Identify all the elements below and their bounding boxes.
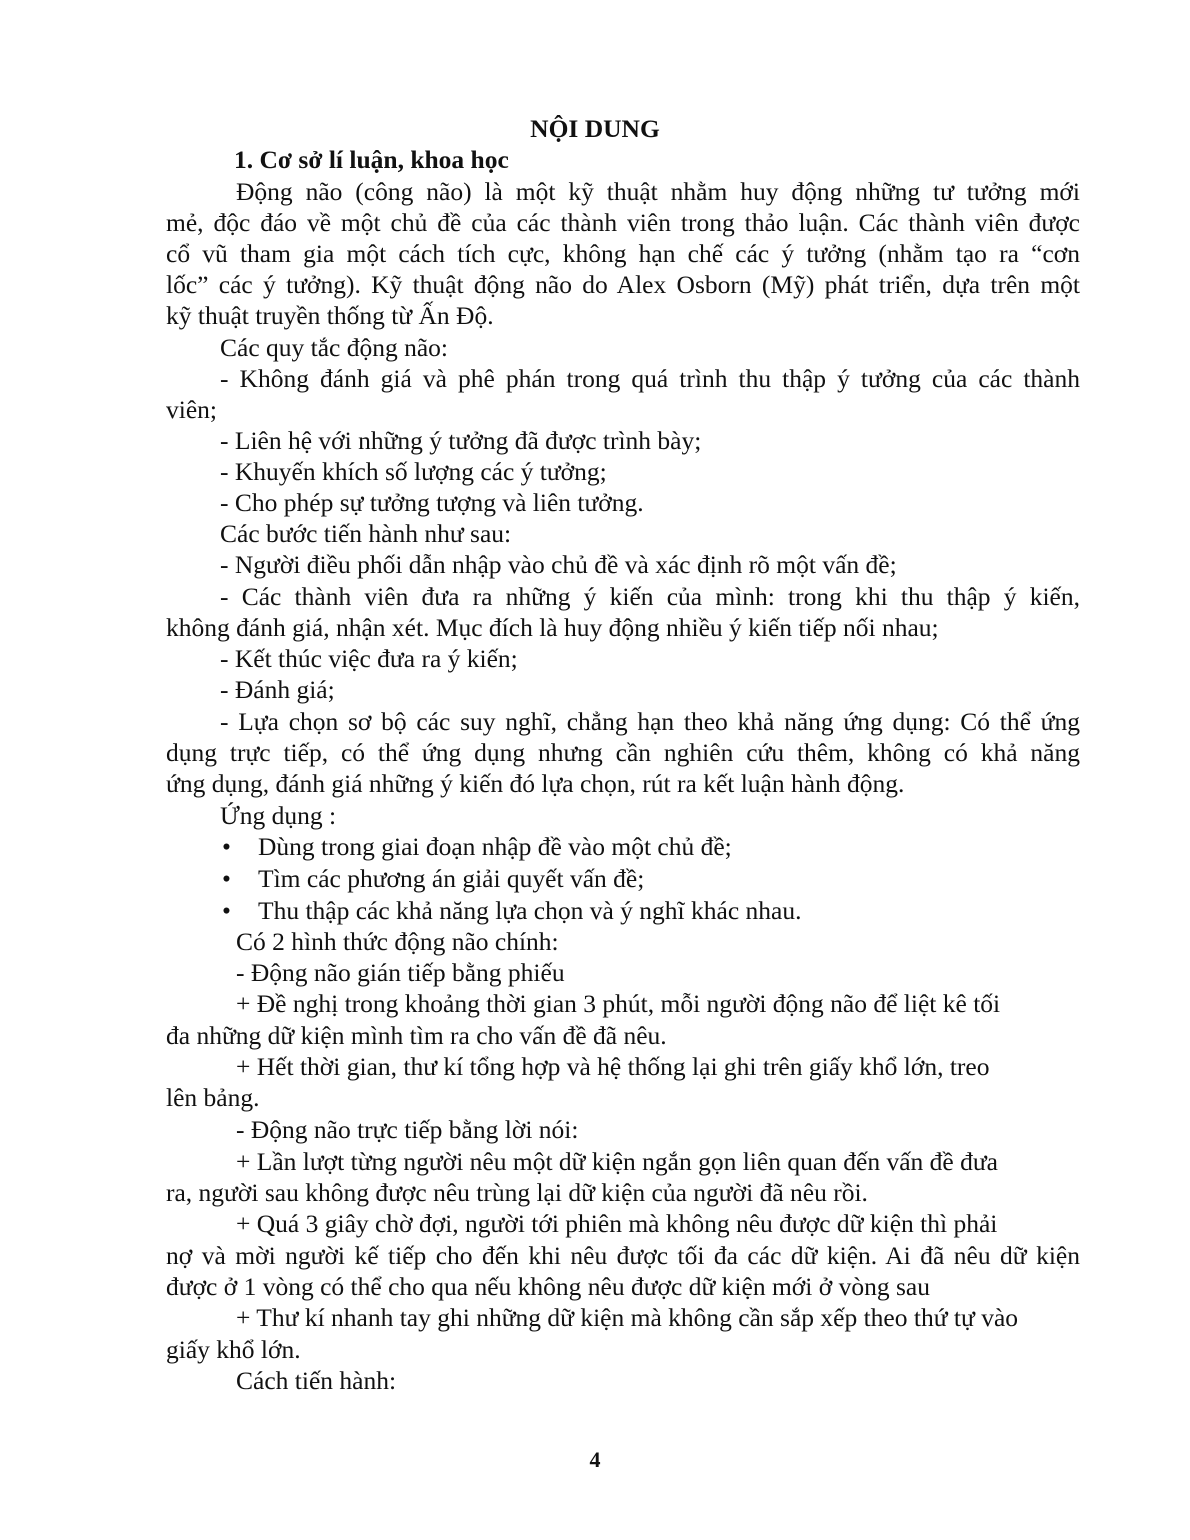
rule-item-continued: viên; xyxy=(166,395,217,424)
step-item: - Kết thúc việc đưa ra ý kiến; xyxy=(220,644,518,673)
applications-heading: Ứng dụng : xyxy=(220,801,337,830)
rule-item: - Cho phép sự tưởng tượng và liên tưởng. xyxy=(220,488,644,517)
form-item-continued: lên bảng. xyxy=(166,1083,260,1112)
application-item: Dùng trong giai đoạn nhập đề vào một chủ đề; xyxy=(258,832,732,861)
application-item: Thu thập các khả năng lựa chọn và ý nghĩ khác nhau. xyxy=(258,896,802,925)
form-title: - Động não trực tiếp bằng lời nói: xyxy=(236,1115,579,1144)
steps-heading: Các bước tiến hành như sau: xyxy=(220,519,512,548)
step-item: - Đánh giá; xyxy=(220,675,335,704)
section-title: 1. Cơ sở lí luận, khoa học xyxy=(234,145,509,174)
bullet-icon: • xyxy=(222,832,231,861)
rule-item: - Không đánh giá và phê phán trong quá trình thu thập ý tưởng của các thành xyxy=(220,364,1080,393)
paragraph-line: mẻ, độc đáo về một chủ đề của các thành viên trong thảo luận. Các thành viên được xyxy=(166,208,1080,237)
paragraph-line: cổ vũ tham gia một cách tích cực, không hạn chế các ý tưởng (nhằm tạo ra “cơn xyxy=(166,239,1080,268)
forms-heading: Có 2 hình thức động não chính: xyxy=(236,927,559,956)
form-item: + Hết thời gian, thư kí tổng hợp và hệ thống lại ghi trên giấy khổ lớn, treo xyxy=(236,1052,990,1081)
form-item-continued: nợ và mời người kế tiếp cho đến khi nêu được tối đa các dữ kiện. Ai đã nêu dữ kiện xyxy=(166,1241,1080,1270)
rules-heading: Các quy tắc động não: xyxy=(220,333,449,362)
step-item: - Lựa chọn sơ bộ các suy nghĩ, chẳng hạn theo khả năng ứng dụng: Có thể ứng xyxy=(220,707,1080,736)
form-item-continued: đa những dữ kiện mình tìm ra cho vấn đề đã nêu. xyxy=(166,1021,667,1050)
form-item-continued: được ở 1 vòng có thể cho qua nếu không nêu được dữ kiện mới ở vòng sau xyxy=(166,1272,930,1301)
form-item-continued: ra, người sau không được nêu trùng lại dữ kiện của người đã nêu rồi. xyxy=(166,1178,868,1207)
page-heading: NỘI DUNG xyxy=(530,114,660,143)
step-item: - Các thành viên đưa ra những ý kiến của mình: trong khi thu thập ý kiến, xyxy=(220,582,1080,611)
form-item: + Lần lượt từng người nêu một dữ kiện ngắn gọn liên quan đến vấn đề đưa xyxy=(236,1147,998,1176)
step-item-continued: không đánh giá, nhận xét. Mục đích là huy động nhiều ý kiến tiếp nối nhau; xyxy=(166,613,939,642)
paragraph-line: lốc” các ý tưởng). Kỹ thuật động não do Alex Osborn (Mỹ) phát triển, dựa trên một xyxy=(166,270,1080,299)
step-item-continued: ứng dụng, đánh giá những ý kiến đó lựa chọn, rút ra kết luận hành động. xyxy=(166,769,905,798)
form-title: - Động não gián tiếp bằng phiếu xyxy=(236,958,565,987)
step-item-continued: dụng trực tiếp, có thể ứng dụng nhưng cần nghiên cứu thêm, không có khả năng xyxy=(166,738,1080,767)
page-number: 4 xyxy=(589,1447,601,1472)
bullet-icon: • xyxy=(222,896,231,925)
rule-item: - Khuyến khích số lượng các ý tưởng; xyxy=(220,457,607,486)
form-item: + Thư kí nhanh tay ghi những dữ kiện mà không cần sắp xếp theo thứ tự vào xyxy=(236,1303,1019,1332)
step-item: - Người điều phối dẫn nhập vào chủ đề và xác định rõ một vấn đề; xyxy=(220,550,897,579)
rule-item: - Liên hệ với những ý tưởng đã được trình bày; xyxy=(220,426,702,455)
paragraph-line: Động não (công não) là một kỹ thuật nhằm huy động những tư tưởng mới xyxy=(236,177,1080,206)
form-item: + Đề nghị trong khoảng thời gian 3 phút, mỗi người động não để liệt kê tối xyxy=(236,989,1001,1018)
application-item: Tìm các phương án giải quyết vấn đề; xyxy=(258,864,645,893)
paragraph-line: kỹ thuật truyền thống từ Ấn Độ. xyxy=(166,301,494,330)
form-item-continued: giấy khổ lớn. xyxy=(166,1335,301,1364)
process-heading: Cách tiến hành: xyxy=(236,1366,397,1395)
bullet-icon: • xyxy=(222,864,231,893)
form-item: + Quá 3 giây chờ đợi, người tới phiên mà không nêu được dữ kiện thì phải xyxy=(236,1209,998,1238)
